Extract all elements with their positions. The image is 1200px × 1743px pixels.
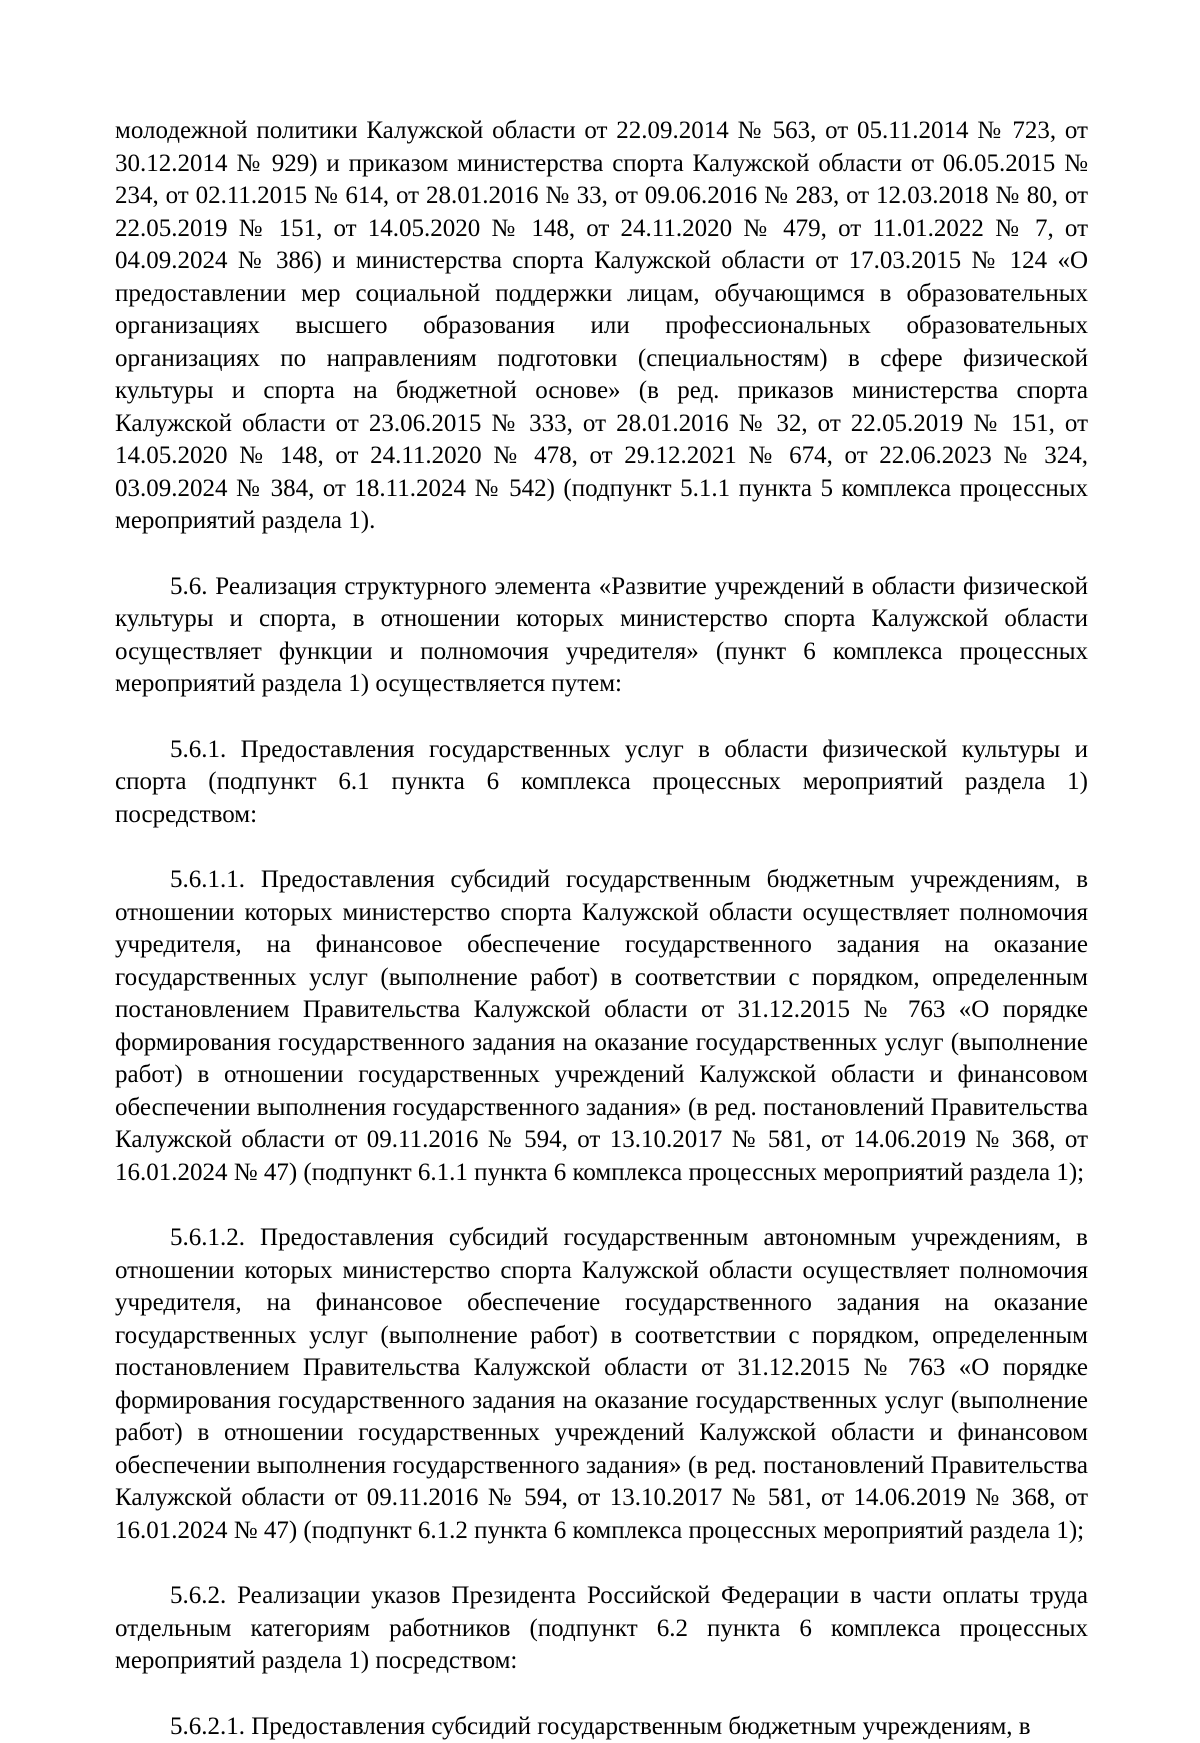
- paragraph-5-6-1-1: 5.6.1.1. Предоставления субсидий государственным бюджетным учреждениям, в отношении которых министерство спорта Калужской области осуществляет полномочия учредителя, на финансовое обеспечение государственного задания на оказание государственных услуг (выполнение работ) в соответствии с порядком, определенным постановлением Правительства Калужской области от 31.12.2015 № 763 «О порядке формирования государственного задания на оказание государственных услуг (выполнение работ) в отношении государственных учреждений Калужской области и финансовом обеспечении выполнения государственного задания» (в ред. постановлений Правительства Калужской области от 09.11.2016 № 594, от 13.10.2017 № 581, от 14.06.2019 № 368, от 16.01.2024 № 47) (подпункт 6.1.1 пункта 6 комплекса процессных мероприятий раздела 1);: [115, 864, 1088, 1189]
- paragraph-5-6-1-2: 5.6.1.2. Предоставления субсидий государственным автономным учреждениям, в отношении которых министерство спорта Калужской области осуществляет полномочия учредителя, на финансовое обеспечение государственного задания на оказание государственных услуг (выполнение работ) в соответствии с порядком, определенным постановлением Правительства Калужской области от 31.12.2015 № 763 «О порядке формирования государственного задания на оказание государственных услуг (выполнение работ) в отношении государственных учреждений Калужской области и финансовом обеспечении выполнения государственного задания» (в ред. постановлений Правительства Калужской области от 09.11.2016 № 594, от 13.10.2017 № 581, от 14.06.2019 № 368, от 16.01.2024 № 47) (подпункт 6.1.2 пункта 6 комплекса процессных мероприятий раздела 1);: [115, 1222, 1088, 1547]
- paragraph-5-6-2-1: 5.6.2.1. Предоставления субсидий государственным бюджетным учреждениям, в: [115, 1711, 1088, 1743]
- paragraph-continuation: молодежной политики Калужской области от 22.09.2014 № 563, от 05.11.2014 № 723, от 30.12.2014 № 929) и приказом министерства спорта Калужской области от 06.05.2015 № 234, от 02.11.2015 № 614, от 28.01.2016 № 33, от 09.06.2016 № 283, от 12.03.2018 № 80, от 22.05.2019 № 151, от 14.05.2020 № 148, от 24.11.2020 № 479, от 11.01.2022 № 7, от 04.09.2024 № 386) и министерства спорта Калужской области от 17.03.2015 № 124 «О предоставлении мер социальной поддержки лицам, обучающимся в образовательных организациях высшего образования или профессиональных образовательных организациях по направлениям подготовки (специальностям) в сфере физической культуры и спорта на бюджетной основе» (в ред. приказов министерства спорта Калужской области от 23.06.2015 № 333, от 28.01.2016 № 32, от 22.05.2019 № 151, от 14.05.2020 № 148, от 24.11.2020 № 478, от 29.12.2021 № 674, от 22.06.2023 № 324, 03.09.2024 № 384, от 18.11.2024 № 542) (подпункт 5.1.1 пункта 5 комплекса процессных мероприятий раздела 1).: [115, 115, 1088, 538]
- document-page: [115, 115, 1088, 1743]
- paragraph-5-6-2: 5.6.2. Реализации указов Президента Российской Федерации в части оплаты труда отдельным категориям работников (подпункт 6.2 пункта 6 комплекса процессных мероприятий раздела 1) посредством:: [115, 1580, 1088, 1678]
- paragraph-5-6: 5.6. Реализация структурного элемента «Развитие учреждений в области физической культуры и спорта, в отношении которых министерство спорта Калужской области осуществляет функции и полномочия учредителя» (пункт 6 комплекса процессных мероприятий раздела 1) осуществляется путем:: [115, 571, 1088, 701]
- paragraph-5-6-1: 5.6.1. Предоставления государственных услуг в области физической культуры и спорта (подпункт 6.1 пункта 6 комплекса процессных мероприятий раздела 1) посредством:: [115, 734, 1088, 832]
